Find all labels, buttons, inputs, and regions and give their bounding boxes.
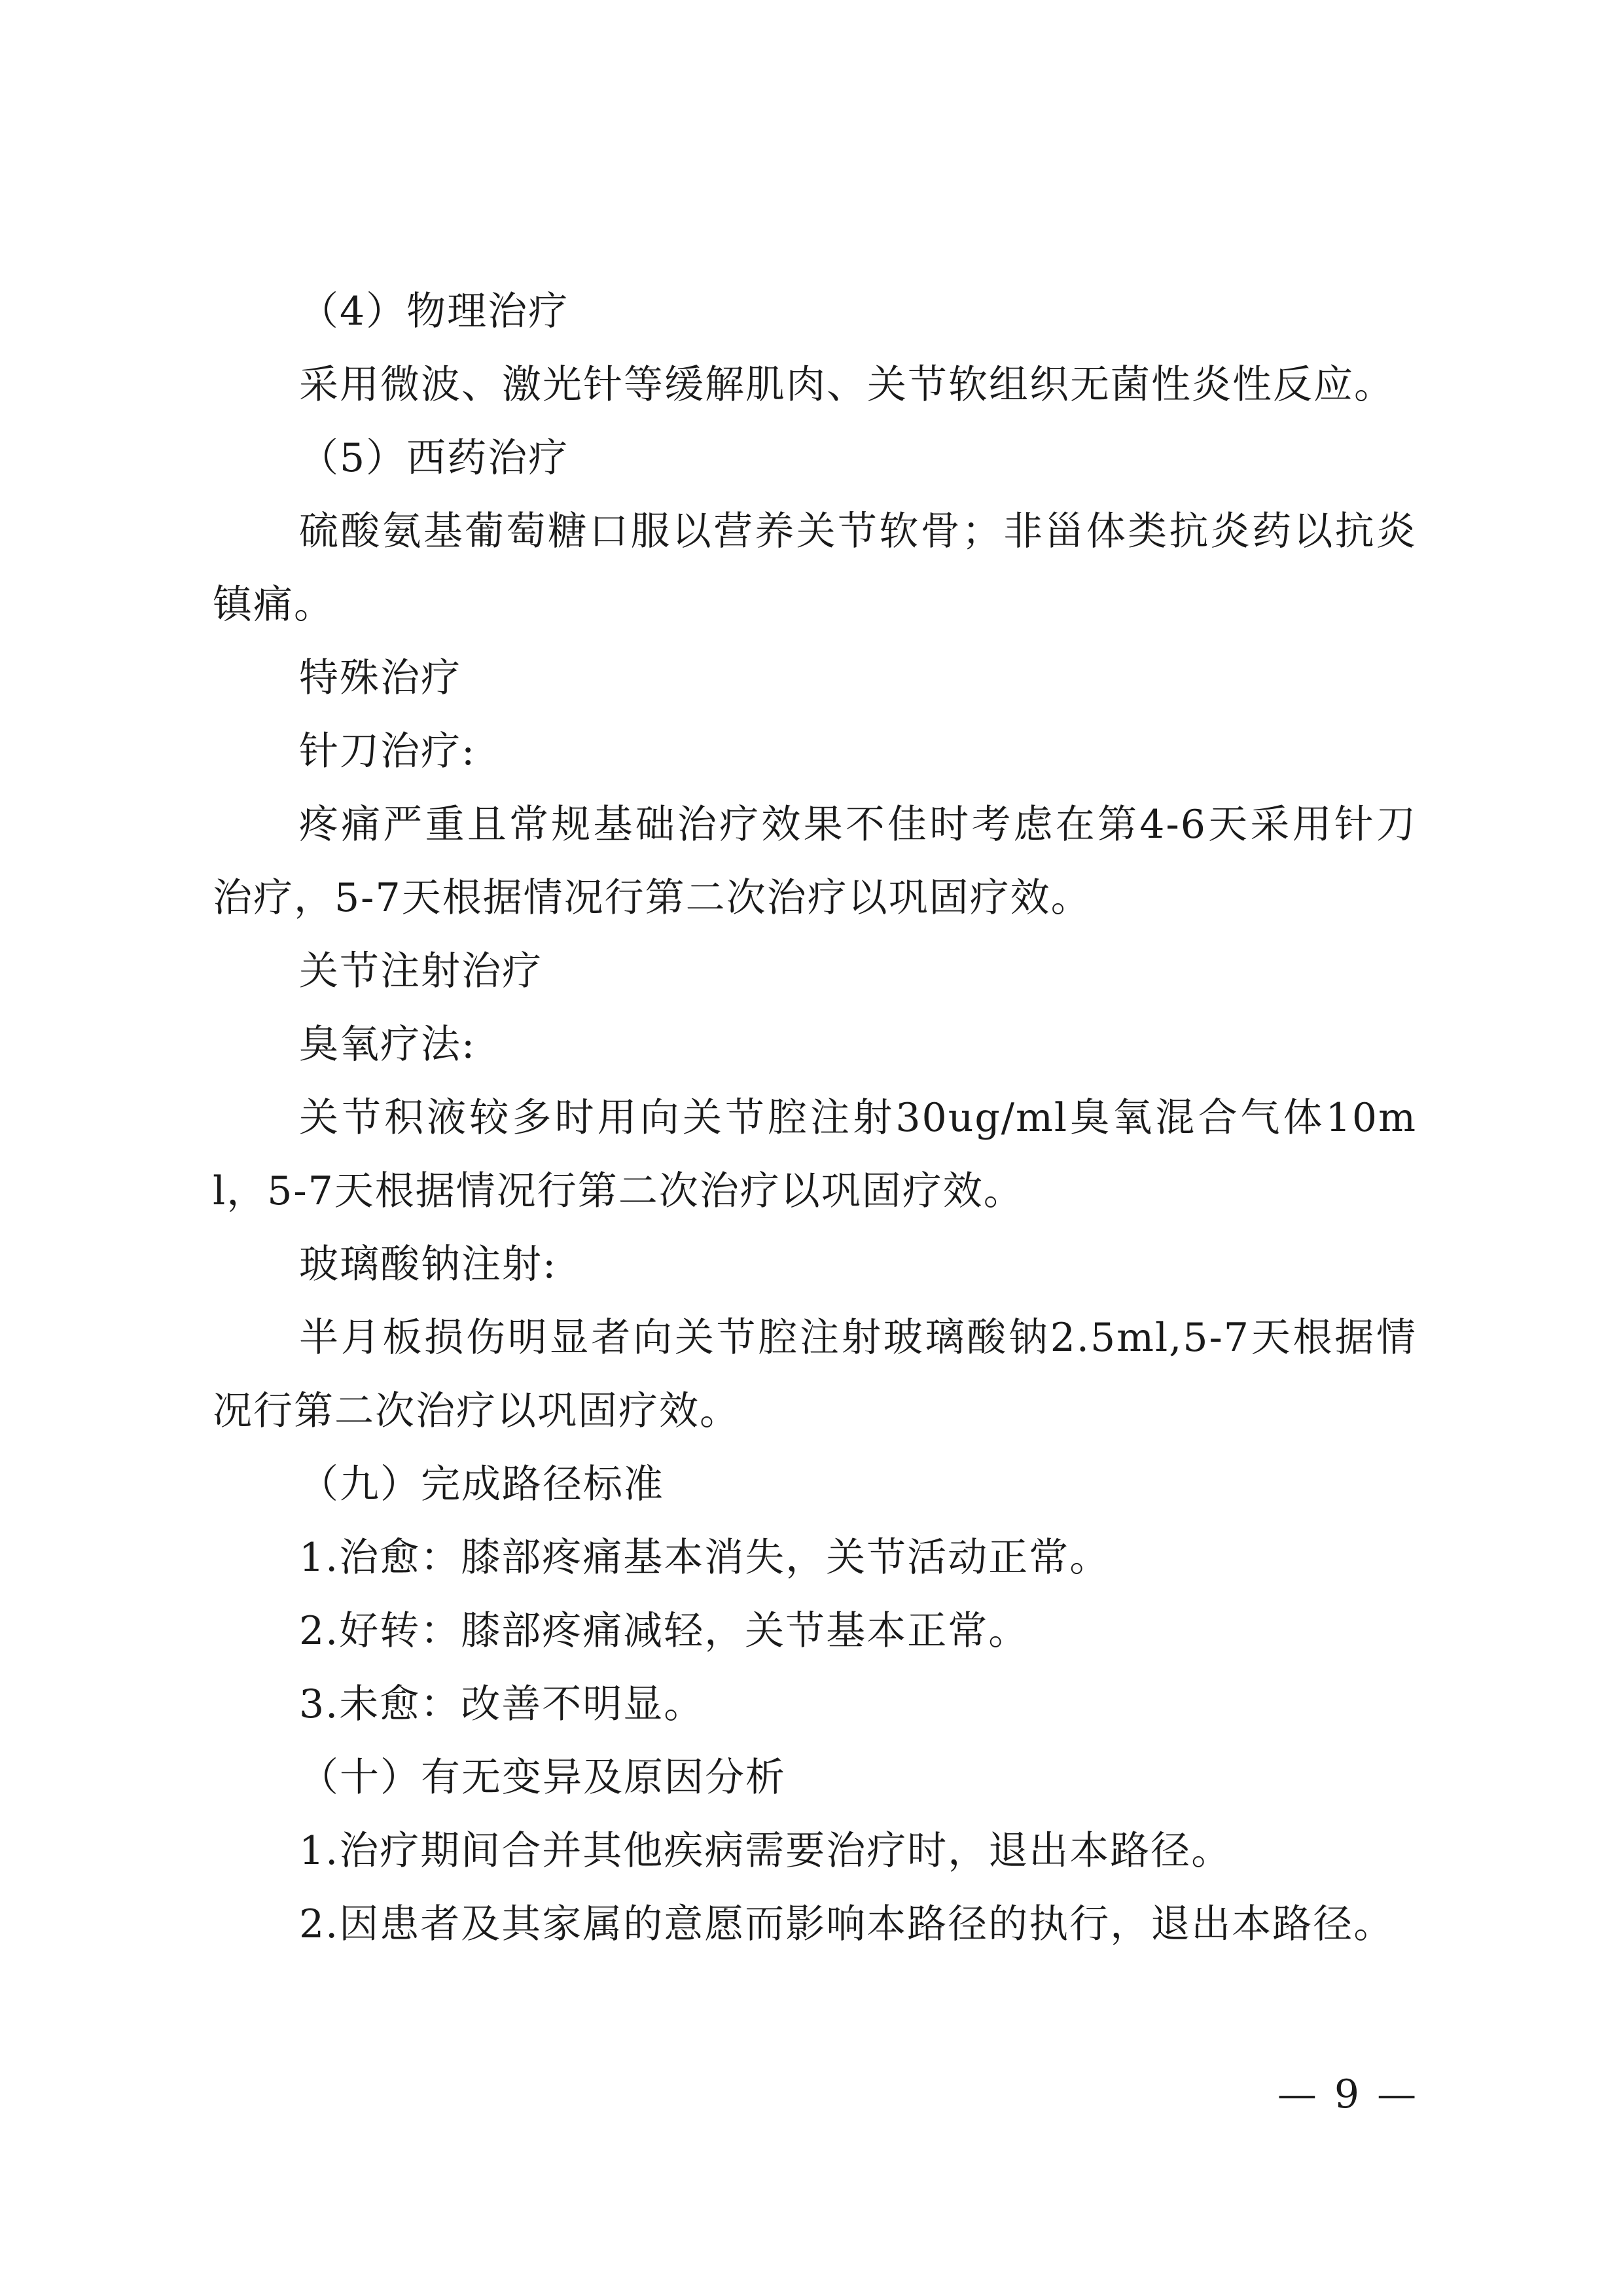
heading-special-treatment: 特殊治疗 (299, 655, 461, 701)
criteria-cured: 1.治愈：膝部疼痛基本消失，关节活动正常。 (299, 1535, 1111, 1581)
paragraph-hyaluronate-injection: 半月板损伤明显者向关节腔注射玻璃酸钠2.5ml,5-7天根据情况行第二次治疗以巩固疗效。 (213, 1315, 1417, 1434)
paragraph-western-medicine: 硫酸氨基葡萄糖口服以营养关节软骨；非甾体类抗炎药以抗炎镇痛。 (213, 509, 1417, 628)
heading-variation-analysis: （十）有无变异及原因分析 (299, 1755, 786, 1801)
document-body (213, 275, 1417, 1961)
heading-joint-injection: 关节注射治疗 (299, 948, 543, 994)
variation-item-2: 2.因患者及其家属的意愿而影响本路径的执行，退出本路径。 (299, 1901, 1395, 1947)
subheading-hyaluronate-injection: 玻璃酸钠注射: (299, 1242, 558, 1287)
subheading-ozone-therapy: 臭氧疗法: (299, 1022, 476, 1067)
heading-physical-therapy: （4）物理治疗 (299, 289, 569, 334)
subheading-acupotomy: 针刀治疗: (299, 728, 476, 774)
heading-completion-criteria: （九）完成路径标准 (299, 1462, 664, 1507)
variation-item-1: 1.治疗期间合并其他疾病需要治疗时，退出本路径。 (299, 1828, 1232, 1874)
paragraph-acupotomy: 疼痛严重且常规基础治疗效果不佳时考虑在第4-6天采用针刀治疗，5-7天根据情况行第二次治疗以巩固疗效。 (213, 802, 1417, 921)
criteria-not-cured: 3.未愈：改善不明显。 (299, 1681, 705, 1727)
paragraph-ozone-therapy: 关节积液较多时用向关节腔注射30ug/ml臭氧混合气体10ml，5-7天根据情况行第二次治疗以巩固疗效。 (213, 1095, 1417, 1214)
page-number: — 9 — (1277, 2072, 1419, 2117)
heading-western-medicine: （5）西药治疗 (299, 435, 569, 481)
paragraph-physical-therapy: 采用微波、激光针等缓解肌肉、关节软组织无菌性炎性反应。 (299, 362, 1395, 408)
criteria-improved: 2.好转：膝部疼痛减轻，关节基本正常。 (299, 1608, 1029, 1654)
